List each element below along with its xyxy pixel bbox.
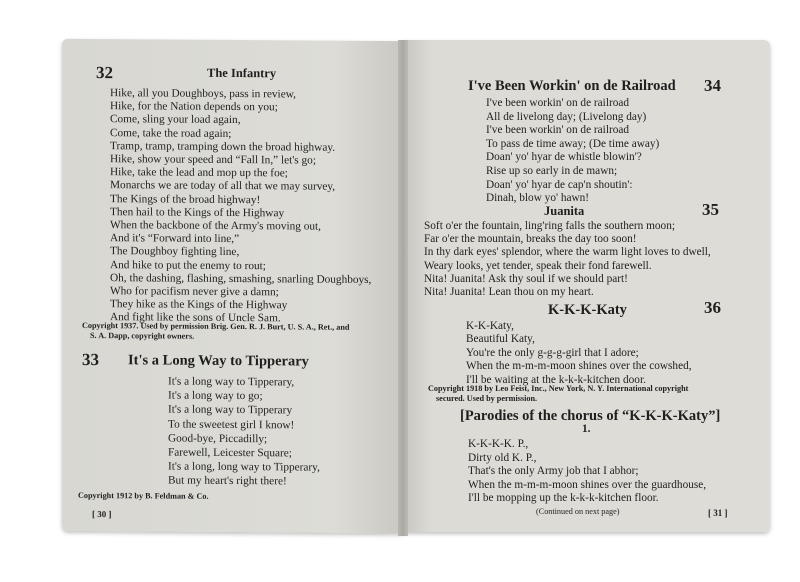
lyric-line: To the sweetest girl I know!	[168, 418, 295, 432]
copyright-notice	[428, 384, 688, 403]
lyric-line: Tramp, tramp, tramping down the broad highway.	[110, 139, 336, 154]
lyric-line: Farewell, Leicester Square;	[168, 446, 292, 460]
lyric-line: Soft o'er the fountain, ling'ring falls the southern moon;	[424, 220, 675, 232]
page-number: [ 30 ]	[92, 509, 112, 520]
copyright-line: Copyright 1937. Used by permission Brig. Gen. R. J. Burt, U. S. A., Ret., and	[82, 320, 350, 332]
lyric-line: Far o'er the mountain, breaks the day too soon!	[424, 233, 637, 246]
continued-note: (Continued on next page)	[536, 507, 620, 516]
open-book	[62, 40, 770, 540]
copyright-line: secured. Used by permission.	[436, 393, 538, 403]
lyric-line: I've been workin' on de railroad	[486, 97, 630, 109]
left-page	[62, 39, 402, 533]
lyric-line: Dinah, blow yo' hawn!	[486, 192, 590, 205]
song-lyrics	[486, 97, 659, 206]
lyric-line: Nita! Juanita! Ask thy soul if we should part!	[424, 272, 628, 285]
lyric-line: Good-bye, Piccadilly;	[168, 432, 268, 446]
lyric-line: Come, sling your load again,	[110, 113, 241, 127]
lyric-line: I'll be waiting at the k-k-k-kitchen door.	[466, 373, 646, 386]
right-page	[402, 40, 770, 532]
lyric-line: When the backbone of the Army's moving out,	[110, 219, 321, 233]
lyric-line: Doan' yo' hyar de whistle blowin'?	[486, 151, 642, 164]
lyric-line: Hike, all you Doughboys, pass in review,	[110, 87, 296, 101]
lyric-line: I'll be mopping up the k-k-k-kitchen floor.	[468, 492, 659, 505]
song-title: I've Been Workin' on de Railroad	[468, 78, 676, 94]
lyric-line: I've been workin' on de railroad	[486, 124, 630, 137]
lyric-line: It's a long way to Tipperary	[168, 403, 293, 417]
lyric-line: It's a long way to go;	[168, 389, 263, 403]
lyric-line: All de livelong day; (Livelong day)	[486, 110, 647, 123]
song-number: 33	[82, 349, 99, 370]
song-number: 36	[704, 298, 721, 317]
lyric-line: And it's “Forward into line,”	[110, 232, 240, 246]
song-number: 34	[704, 76, 721, 95]
song-title: Juanita	[544, 204, 585, 218]
lyric-line: When the m-m-m-moon shines over the cowshed,	[466, 360, 692, 373]
song-number: 35	[702, 200, 719, 219]
lyric-line: To pass de time away; (De time away)	[486, 137, 660, 150]
lyric-line: That's the only Army job that I abhor;	[468, 465, 639, 478]
copyright-line: S. A. Dapp, copyright owners.	[90, 330, 195, 341]
section-title: [Parodies of the chorus of “K-K-K-Katy”]	[460, 408, 721, 424]
lyric-line: Nita! Juanita! Lean thou on my heart.	[424, 286, 594, 299]
lyric-line: In thy dark eyes' splendor, where the warm light loves to dwell,	[424, 246, 711, 259]
lyric-line: Then hail to the Kings of the Highway	[110, 205, 285, 220]
copyright-notice: Copyright 1912 by B. Feldman & Co.	[78, 490, 209, 501]
copyright-notice	[82, 321, 349, 342]
lyric-line: It's a long, long way to Tipperary,	[168, 460, 320, 474]
song-title: K-K-K-Katy	[548, 302, 627, 318]
lyric-line: Rise up so early in de mawn;	[486, 164, 618, 177]
lyric-line: K-K-Katy,	[466, 320, 514, 332]
lyric-line: And hike to put the enemy to rout;	[110, 258, 266, 272]
lyric-line: But my heart's right there!	[168, 474, 287, 488]
lyric-line: They hike as the Kings of the Highway	[110, 298, 288, 312]
lyric-line: Hike, show your speed and “Fall In,” let's go;	[110, 153, 316, 167]
copyright-line: Copyright 1918 by Leo Feist, Inc., New York, N. Y. International copyright	[428, 384, 689, 393]
lyric-line: The Kings of the broad highway!	[110, 192, 261, 206]
lyric-line: K-K-K-K. P.,	[468, 438, 529, 450]
parody-number: 1.	[582, 423, 591, 435]
lyric-line: You're the only g-g-g-girl that I adore;	[466, 346, 639, 359]
lyric-line: Hike, for the Nation depends on you;	[110, 100, 278, 114]
lyric-line: Doan' yo' hyar de cap'n shoutin':	[486, 178, 633, 191]
lyric-line: The Doughboy fighting line,	[110, 245, 240, 259]
lyric-line: Weary looks, yet tender, speak their fond farewell.	[424, 259, 652, 272]
song-number: 32	[96, 63, 113, 83]
lyric-line: And fight like the sons of Uncle Sam.	[110, 311, 281, 325]
song-lyrics	[110, 87, 371, 326]
lyric-line: Dirty old K. P.,	[468, 451, 537, 464]
song-lyrics	[466, 320, 692, 387]
lyric-line: Come, take the road again;	[110, 126, 232, 140]
lyric-line: Beautiful Katy,	[466, 333, 535, 346]
song-lyrics	[424, 220, 711, 299]
book-spine	[398, 40, 408, 536]
lyric-line: Oh, the dashing, flashing, smashing, snarling Doughboys,	[110, 271, 372, 286]
lyric-line: Monarchs we are today of all that we may survey,	[110, 179, 336, 194]
song-lyrics	[168, 375, 320, 490]
song-title: It's a Long Way to Tipperary	[128, 352, 309, 370]
page-number: [ 31 ]	[708, 508, 728, 518]
lyric-line: Hike, take the lead and mop up the foe;	[110, 166, 288, 180]
parody-lyrics	[468, 438, 706, 506]
lyric-line: It's a long way to Tipperary,	[168, 375, 295, 389]
lyric-line: Who for pacifism never give a damn;	[110, 285, 279, 299]
lyric-line: When the m-m-m-moon shines over the guardhouse,	[468, 478, 707, 491]
song-title: The Infantry	[207, 65, 277, 81]
